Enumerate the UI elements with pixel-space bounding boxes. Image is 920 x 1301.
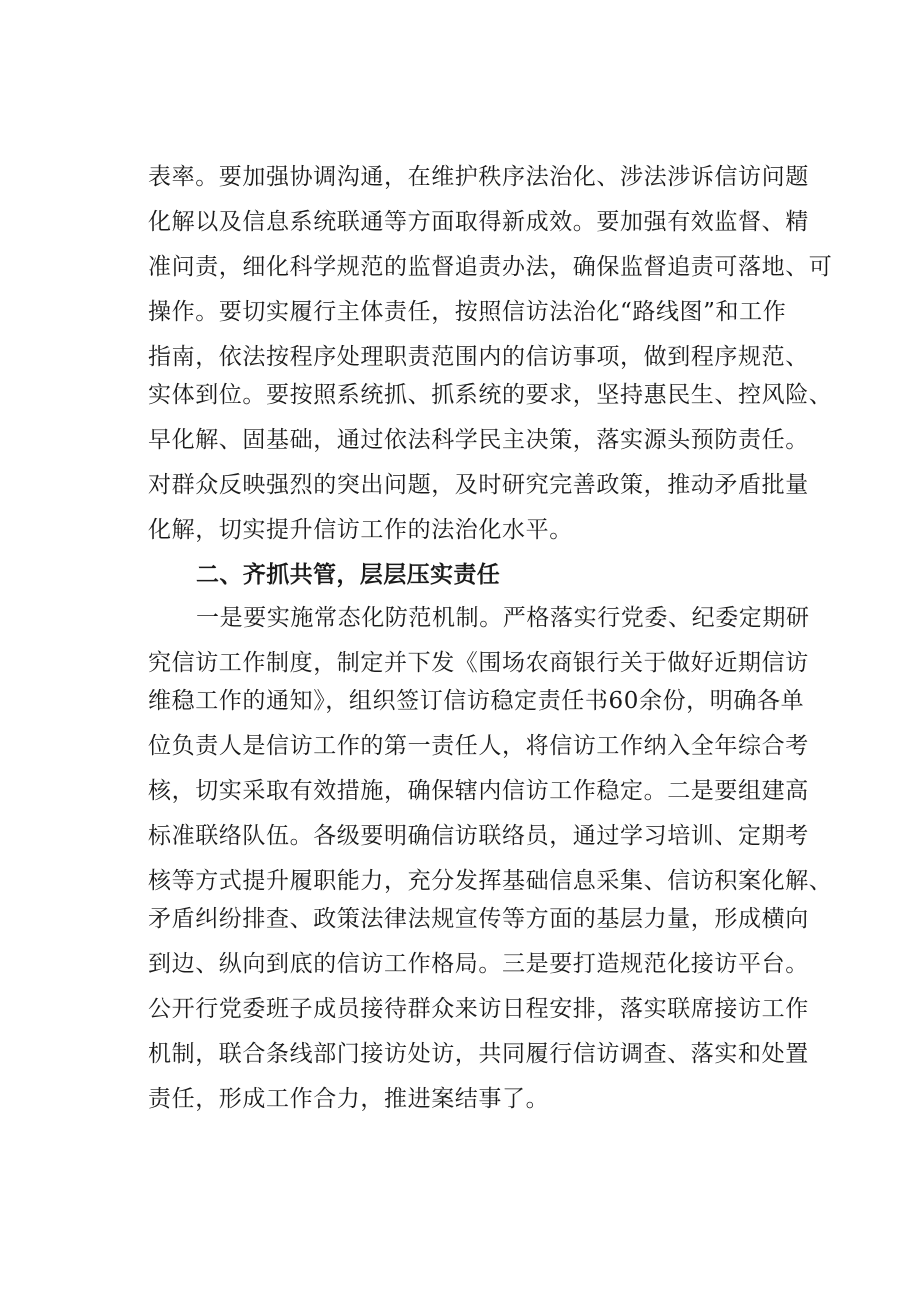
paragraph-2-line: 位负责人是信访工作的第一责任人，将信访工作纳入全年综合考	[148, 733, 809, 759]
paragraph-2-line: 到边、纵向到底的信访工作格局。三是要打造规范化接访平台。	[148, 951, 809, 977]
paragraph-1-line: 化解，切实提升信访工作的法治化水平。	[148, 517, 573, 543]
paragraph-2-line: 机制，联合条线部门接访处访，共同履行信访调查、落实和处置	[148, 1041, 809, 1067]
paragraph-2-line: 核，切实采取有效措施，确保辖内信访工作稳定。二是要组建高	[148, 778, 809, 804]
section-heading: 二、齐抓共管，层层压实责任	[196, 562, 501, 588]
paragraph-2-line: 一是要实施常态化防范机制。严格落实行党委、纪委定期研	[196, 605, 810, 631]
paragraph-2-line: 维稳工作的通知》，组织签订信访稳定责任书60余份，明确各单	[148, 688, 805, 714]
paragraph-1-line: 指南，依法按程序处理职责范围内的信访事项，做到程序规范、	[148, 344, 809, 370]
paragraph-1-line: 化解以及信息系统联通等方面取得新成效。要加强有效监督、精	[148, 209, 809, 235]
paragraph-1-line: 早化解、固基础，通过依法科学民主决策，落实源头预防责任。	[148, 427, 809, 453]
paragraph-2-line: 究信访工作制度，制定并下发《围场农商银行关于做好近期信访	[148, 650, 809, 676]
paragraph-2-line: 公开行党委班子成员接待群众来访日程安排，落实联席接访工作	[148, 996, 809, 1022]
paragraph-2-line: 核等方式提升履职能力，充分发挥基础信息采集、信访积案化解、	[148, 868, 833, 894]
paragraph-2-line: 矛盾纠纷排查、政策法律法规宣传等方面的基层力量，形成横向	[148, 906, 809, 932]
paragraph-2-line: 责任，形成工作合力，推进案结事了。	[148, 1086, 550, 1112]
paragraph-1-line: 实体到位。要按照系统抓、抓系统的要求，坚持惠民生、控风险、	[148, 382, 833, 408]
paragraph-2-line: 标准联络队伍。各级要明确信访联络员，通过学习培训、定期考	[148, 823, 809, 849]
paragraph-1-line: 对群众反映强烈的突出问题，及时研究完善政策，推动矛盾批量	[148, 472, 809, 498]
paragraph-1-line: 准问责，细化科学规范的监督追责办法，确保监督追责可落地、可	[148, 254, 833, 280]
paragraph-1-line: 操作。要切实履行主体责任，按照信访法治化“路线图”和工作	[148, 299, 787, 325]
paragraph-1-line: 表率。要加强协调沟通，在维护秩序法治化、涉法涉诉信访问题	[148, 164, 809, 190]
